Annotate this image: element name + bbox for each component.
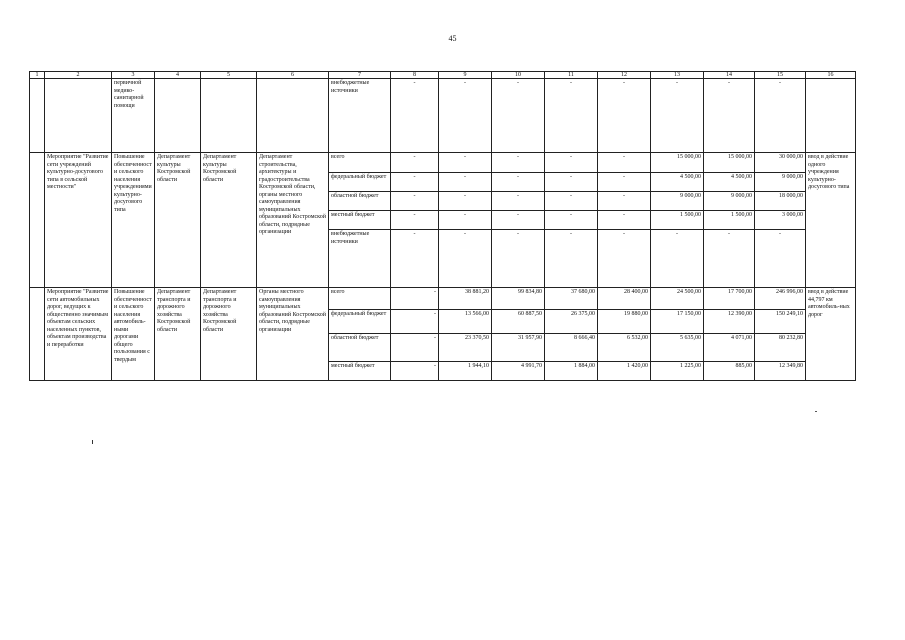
value-cell: -: [545, 192, 598, 211]
value-cell: 885,00: [704, 362, 755, 381]
value-cell: -: [545, 79, 598, 153]
header-cell: 8: [391, 72, 439, 79]
value-cell: -: [598, 79, 651, 153]
value-cell: 60 887,50: [492, 310, 545, 334]
measure-name: Мероприятие "Развитие сети учреждений культурно-досугового типа в сельской местности": [45, 153, 112, 288]
value-cell: -: [651, 230, 704, 288]
value-cell: 30 000,00: [755, 153, 806, 173]
value-cell: 17 150,00: [651, 310, 704, 334]
value-cell: 19 880,00: [598, 310, 651, 334]
header-cell: 12: [598, 72, 651, 79]
value-cell: 4 500,00: [704, 173, 755, 192]
value-cell: -: [391, 310, 439, 334]
measure-name: Мероприятие "Развитие сети автомобильных дорог, ведущих к общественно значимым объектам сельских населенных пунктов, объектам производства и переработки: [45, 288, 112, 381]
value-cell: 12 349,80: [755, 362, 806, 381]
funding-source: всего: [329, 288, 391, 310]
value-cell: 150 249,10: [755, 310, 806, 334]
header-cell: 15: [755, 72, 806, 79]
value-cell: -: [439, 230, 492, 288]
value-cell: 1 884,00: [545, 362, 598, 381]
header-cell: 11: [545, 72, 598, 79]
value-cell: -: [439, 153, 492, 173]
value-cell: -: [545, 211, 598, 230]
value-cell: 38 881,20: [439, 288, 492, 310]
funding-source: всего: [329, 153, 391, 173]
value-cell: 6 532,00: [598, 334, 651, 362]
header-row: [30, 72, 856, 79]
value-cell: 28 400,00: [598, 288, 651, 310]
value-cell: 4 991,70: [492, 362, 545, 381]
coexecutor-cell: Департамент транспорта и дорожного хозяйства Костромской области: [201, 288, 257, 381]
value-cell: -: [755, 79, 806, 153]
value-cell: -: [439, 211, 492, 230]
coexecutor-cell: Департамент культуры Костромской области: [201, 153, 257, 288]
value-cell: -: [492, 230, 545, 288]
value-cell: -: [391, 334, 439, 362]
value-cell: -: [651, 79, 704, 153]
value-cell: 1 420,00: [598, 362, 651, 381]
value-cell: -: [391, 211, 439, 230]
value-cell: -: [492, 79, 545, 153]
header-cell: 14: [704, 72, 755, 79]
value-cell: 3 000,00: [755, 211, 806, 230]
header-cell: 10: [492, 72, 545, 79]
value-cell: -: [492, 192, 545, 211]
table-row: [30, 79, 856, 153]
header-cell: 16: [806, 72, 856, 79]
result-cell: ввод в действие одного учреждения культурно-досугового типа: [806, 153, 856, 288]
value-cell: 15 000,00: [704, 153, 755, 173]
value-cell: -: [704, 79, 755, 153]
value-cell: 4 500,00: [651, 173, 704, 192]
value-cell: -: [492, 173, 545, 192]
value-cell: 1 944,10: [439, 362, 492, 381]
value-cell: -: [439, 79, 492, 153]
value-cell: -: [598, 153, 651, 173]
value-cell: 1 500,00: [704, 211, 755, 230]
value-cell: -: [391, 153, 439, 173]
value-cell: -: [755, 230, 806, 288]
value-cell: 17 700,00: [704, 288, 755, 310]
table-row: [30, 288, 856, 310]
table-row: [30, 153, 856, 173]
value-cell: 8 666,40: [545, 334, 598, 362]
value-cell: -: [391, 288, 439, 310]
value-cell: 18 000,00: [755, 192, 806, 211]
value-cell: -: [391, 362, 439, 381]
executor-cell: Департамент транспорта и дорожного хозяйства Костромской области: [155, 288, 201, 381]
funding-source: внебюджетные источники: [329, 230, 391, 288]
page-number: 45: [448, 34, 457, 43]
goal-cell: Повышение обеспеченности сельского населения автомобиль-ными дорогами общего пользования с твердым: [112, 288, 155, 381]
value-cell: -: [545, 173, 598, 192]
funding-source: федеральный бюджет: [329, 173, 391, 192]
funding-source: местный бюджет: [329, 362, 391, 381]
funding-source: местный бюджет: [329, 211, 391, 230]
value-cell: 1 500,00: [651, 211, 704, 230]
scan-mark: [815, 411, 817, 412]
value-cell: 4 071,00: [704, 334, 755, 362]
value-cell: -: [391, 79, 439, 153]
value-cell: 26 375,00: [545, 310, 598, 334]
result-cell: ввод в действие 44,797 км автомобиль-ных дорог: [806, 288, 856, 381]
participants-cell: Департамент строительства, архитектуры и градостроительства Костромской области, органы местного самоуправления муниципальных образований Костромской области, подрядные организации: [257, 153, 329, 288]
value-cell: -: [598, 173, 651, 192]
value-cell: -: [439, 192, 492, 211]
program-table: [29, 71, 856, 381]
value-cell: -: [545, 153, 598, 173]
value-cell: 1 225,00: [651, 362, 704, 381]
header-cell: 13: [651, 72, 704, 79]
funding-source: областной бюджет: [329, 192, 391, 211]
header-cell: 6: [257, 72, 329, 79]
value-cell: -: [391, 173, 439, 192]
value-cell: 13 566,00: [439, 310, 492, 334]
value-cell: -: [492, 153, 545, 173]
value-cell: -: [598, 230, 651, 288]
header-cell: 4: [155, 72, 201, 79]
executor-cell: Департамент культуры Костромской области: [155, 153, 201, 288]
header-cell: 3: [112, 72, 155, 79]
value-cell: 15 000,00: [651, 153, 704, 173]
value-cell: -: [391, 230, 439, 288]
value-cell: 246 996,00: [755, 288, 806, 310]
value-cell: 31 957,90: [492, 334, 545, 362]
value-cell: 9 000,00: [651, 192, 704, 211]
value-cell: 24 500,00: [651, 288, 704, 310]
header-cell: 5: [201, 72, 257, 79]
header-cell: 2: [45, 72, 112, 79]
value-cell: -: [492, 211, 545, 230]
goal-cell: Повышение обеспеченности сельского населения учреждениями культурно-досугового типа: [112, 153, 155, 288]
value-cell: 9 000,00: [755, 173, 806, 192]
value-cell: -: [598, 192, 651, 211]
value-cell: 9 000,00: [704, 192, 755, 211]
scan-mark: [92, 440, 93, 444]
value-cell: 12 390,00: [704, 310, 755, 334]
value-cell: -: [545, 230, 598, 288]
header-cell: 9: [439, 72, 492, 79]
header-cell: 7: [329, 72, 391, 79]
funding-source: федеральный бюджет: [329, 310, 391, 334]
value-cell: 5 635,00: [651, 334, 704, 362]
value-cell: -: [704, 230, 755, 288]
funding-source: областной бюджет: [329, 334, 391, 362]
value-cell: -: [439, 173, 492, 192]
value-cell: 37 680,00: [545, 288, 598, 310]
value-cell: 80 232,80: [755, 334, 806, 362]
funding-source: внебюджетные источники: [329, 79, 391, 153]
value-cell: 99 834,80: [492, 288, 545, 310]
participants-cell: Органы местного самоуправления муниципальных образований Костромской области, подрядные организации: [257, 288, 329, 381]
header-cell: 1: [30, 72, 45, 79]
value-cell: 23 370,50: [439, 334, 492, 362]
value-cell: -: [598, 211, 651, 230]
goal-cell: первичной медико-санитарной помощи: [112, 79, 155, 153]
value-cell: -: [391, 192, 439, 211]
